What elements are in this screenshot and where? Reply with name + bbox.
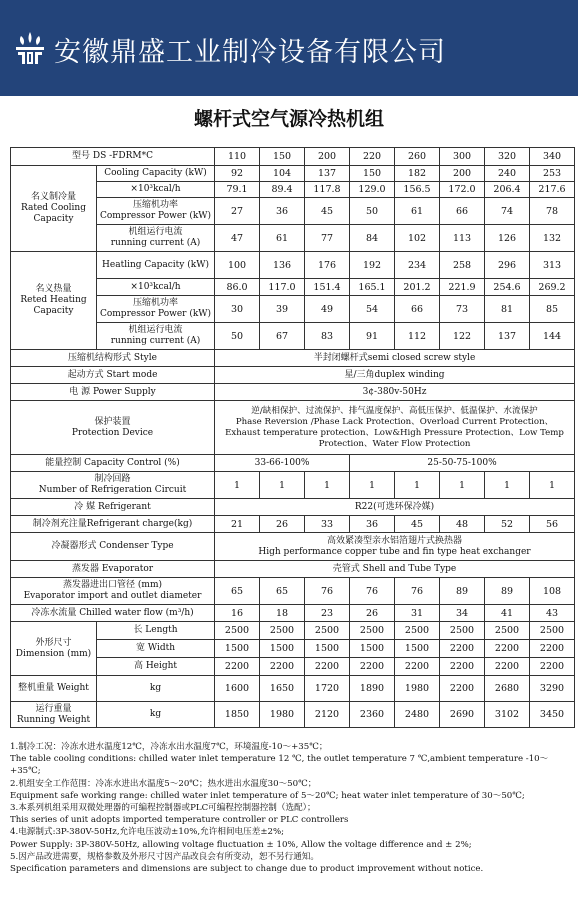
evaporator-value: 壳管式 Shell and Tube Type — [215, 561, 575, 578]
table-cell: 61 — [260, 225, 305, 252]
table-cell: 2200 — [395, 658, 440, 676]
label-cn: 机组运行电流 — [128, 227, 183, 237]
table-cell: 18 — [260, 605, 305, 622]
cooling-kcal-label: ×10³kcal/h — [97, 182, 215, 198]
table-cell: 66 — [440, 198, 485, 225]
table-cell: 1 — [395, 472, 440, 499]
table-cell: 144 — [530, 323, 575, 350]
table-cell: 1 — [260, 472, 305, 499]
table-cell: 52 — [485, 516, 530, 533]
table-cell: 137 — [305, 166, 350, 182]
heating-label-cn: 名义热量 — [35, 284, 72, 294]
heating-label-en: Reted Heating Capacity — [20, 295, 87, 316]
label-en: Compressor Power (kW) — [99, 309, 212, 319]
model-340: 340 — [530, 148, 575, 166]
table-cell: 36 — [260, 198, 305, 225]
cooling-label-en: Rated Cooling Capacity — [21, 203, 86, 224]
table-cell: 176 — [305, 252, 350, 279]
table-cell: 50 — [350, 198, 395, 225]
model-200: 200 — [305, 148, 350, 166]
table-cell: 117.0 — [260, 279, 305, 296]
width-label: 宽 Width — [97, 640, 215, 658]
cooling-capacity-group — [11, 166, 97, 252]
table-cell: 67 — [260, 323, 305, 350]
table-cell: 258 — [440, 252, 485, 279]
weight-unit: kg — [97, 676, 215, 702]
table-cell: 206.4 — [485, 182, 530, 198]
label-en: Protection Device — [71, 427, 154, 438]
cooling-kw-label: Cooling Capacity (kW) — [97, 166, 215, 182]
protection-line: 逆/缺相保护、过流保护、排气温度保护、高低压保护、低温保护、水流保护 — [251, 405, 538, 416]
evap-diameter-label — [11, 578, 215, 605]
table-cell: 1500 — [260, 640, 305, 658]
table-cell: 56 — [530, 516, 575, 533]
refrigerant-label: 冷 媒 Refrigerant — [11, 499, 215, 516]
power-supply-label: 电 源 Power Supply — [11, 384, 215, 401]
model-300: 300 — [440, 148, 485, 166]
table-cell: 54 — [350, 296, 395, 323]
table-cell: 172.0 — [440, 182, 485, 198]
table-cell: 45 — [395, 516, 440, 533]
protection-line: Protection、Water Flow Protection — [318, 438, 471, 449]
table-cell: 1650 — [260, 676, 305, 702]
label-en: Compressor Power (kW) — [99, 211, 212, 221]
table-row-protection — [11, 401, 575, 455]
power-supply-value: 3¢-380v-50Hz — [215, 384, 575, 401]
table-row-evaporator — [11, 561, 575, 578]
capacity-control-value-b: 25-50-75-100% — [350, 455, 575, 472]
label-cn: 外形尺寸 — [35, 637, 72, 648]
capacity-control-label: 能量控制 Capacity Control (%) — [11, 455, 215, 472]
note-line: The table cooling conditions: chilled water inlet temperature 12 ℃, the outlet temperature 7 ℃,ambient temperature -10～+35℃; — [10, 754, 549, 777]
condenser-value-cn: 高效紧凑型亲水铝箔翅片式换热器 — [327, 535, 463, 546]
table-cell: 132 — [530, 225, 575, 252]
table-row-refrigerant-charge — [11, 516, 575, 533]
company-name: 安徽鼎盛工业制冷设备有限公司 — [54, 37, 446, 68]
table-cell: 112 — [395, 323, 440, 350]
cooling-compressor-power-label — [97, 198, 215, 225]
table-cell: 2200 — [485, 640, 530, 658]
table-cell: 3450 — [530, 702, 575, 728]
label-cn: 运行重量 — [35, 703, 72, 714]
start-mode-label: 起动方式 Start mode — [11, 367, 215, 384]
refrigerant-charge-label: 制冷剂充注量Refrigerant charge(kg) — [11, 516, 215, 533]
evaporator-label: 蒸发器 Evaporator — [11, 561, 215, 578]
table-row-refrigerant — [11, 499, 575, 516]
protection-label — [11, 401, 215, 455]
table-cell: 2500 — [440, 622, 485, 640]
note-line: Equipment safe working range: chilled water inlet temperature of 5～20℃; heat water inlet temperature of 30～50℃; — [10, 790, 525, 801]
table-cell: 77 — [305, 225, 350, 252]
dimension-group — [11, 622, 97, 676]
table-cell: 100 — [215, 252, 260, 279]
table-cell: 2200 — [260, 658, 305, 676]
table-cell: 1 — [485, 472, 530, 499]
table-cell: 192 — [350, 252, 395, 279]
label-cn: 保护装置 — [94, 416, 131, 427]
table-cell: 2200 — [350, 658, 395, 676]
protection-line: Phase Reversion /Phase Lack Protection、Overload Current Protection、 — [235, 416, 554, 427]
table-cell: 201.2 — [395, 279, 440, 296]
table-cell: 39 — [260, 296, 305, 323]
length-label: 长 Length — [97, 622, 215, 640]
table-cell: 34 — [440, 605, 485, 622]
table-cell: 2360 — [350, 702, 395, 728]
table-cell: 49 — [305, 296, 350, 323]
running-weight-label — [11, 702, 97, 728]
table-cell: 200 — [440, 166, 485, 182]
table-cell: 2200 — [305, 658, 350, 676]
label-en: Number of Refrigeration Circuit — [38, 485, 187, 495]
running-weight-unit: kg — [97, 702, 215, 728]
label-cn: 机组运行电流 — [128, 325, 183, 335]
heating-capacity-group — [11, 252, 97, 350]
heating-compressor-power-label — [97, 296, 215, 323]
model-320: 320 — [485, 148, 530, 166]
table-cell: 1890 — [350, 676, 395, 702]
table-cell: 48 — [440, 516, 485, 533]
table-cell: 41 — [485, 605, 530, 622]
table-row-start-mode — [11, 367, 575, 384]
table-cell: 254.6 — [485, 279, 530, 296]
table-cell: 182 — [395, 166, 440, 182]
table-cell: 269.2 — [530, 279, 575, 296]
table-cell: 66 — [395, 296, 440, 323]
table-cell: 221.9 — [440, 279, 485, 296]
table-row-circuits — [11, 472, 575, 499]
table-cell: 21 — [215, 516, 260, 533]
label-cn: 蒸发器进出口管径 (mm) — [63, 580, 162, 590]
model-260: 260 — [395, 148, 440, 166]
label-en: Dimension (mm) — [15, 648, 92, 659]
table-cell: 43 — [530, 605, 575, 622]
spec-table — [10, 147, 575, 728]
table-cell: 91 — [350, 323, 395, 350]
table-cell: 1 — [440, 472, 485, 499]
table-cell: 89 — [440, 578, 485, 605]
condenser-label: 冷凝器形式 Condenser Type — [11, 533, 215, 561]
table-cell: 73 — [440, 296, 485, 323]
table-row-running-weight — [11, 702, 575, 728]
company-logo-icon — [12, 31, 48, 65]
cooling-label-cn: 名义制冷量 — [30, 192, 76, 202]
table-cell: 30 — [215, 296, 260, 323]
table-cell: 23 — [305, 605, 350, 622]
table-cell: 2500 — [215, 622, 260, 640]
table-cell: 31 — [395, 605, 440, 622]
table-row-evap-diameter — [11, 578, 575, 605]
refrigerant-value: R22(可选环保冷媒) — [215, 499, 575, 516]
table-row-chilled-flow — [11, 605, 575, 622]
table-cell: 2200 — [440, 658, 485, 676]
table-cell: 81 — [485, 296, 530, 323]
table-cell: 217.6 — [530, 182, 575, 198]
note-line: Power Supply: 3P-380V-50Hz, allowing voltage fluctuation ± 10%, Allow the voltage difference and ± 2%; — [10, 839, 472, 850]
model-label: 型号 DS -FDRM*C — [11, 148, 215, 166]
table-cell: 1 — [530, 472, 575, 499]
table-cell: 1 — [350, 472, 395, 499]
table-cell: 1980 — [395, 676, 440, 702]
table-cell: 85 — [530, 296, 575, 323]
table-cell: 2500 — [530, 622, 575, 640]
note-line: This series of unit adopts imported temperature controller or PLC controllers — [10, 815, 349, 826]
table-cell: 79.1 — [215, 182, 260, 198]
table-row-compressor-style — [11, 350, 575, 367]
circuits-label — [11, 472, 215, 499]
table-cell: 1980 — [260, 702, 305, 728]
table-cell: 1500 — [215, 640, 260, 658]
table-cell: 2500 — [485, 622, 530, 640]
heating-kcal-label: ×10³kcal/h — [97, 279, 215, 296]
note-line: 1.制冷工况：冷冻水进水温度12℃，冷冻水出水温度7℃，环境温度-10～+35℃； — [10, 742, 328, 752]
table-cell: 240 — [485, 166, 530, 182]
table-cell: 2500 — [260, 622, 305, 640]
table-cell: 1500 — [395, 640, 440, 658]
table-cell: 76 — [350, 578, 395, 605]
table-cell: 1720 — [305, 676, 350, 702]
table-cell: 76 — [395, 578, 440, 605]
table-cell: 129.0 — [350, 182, 395, 198]
table-cell: 1 — [305, 472, 350, 499]
table-cell: 2200 — [530, 640, 575, 658]
capacity-control-value-a: 33-66-100% — [215, 455, 350, 472]
table-row-power-supply — [11, 384, 575, 401]
note-line: 4.电源制式:3P-380V-50Hz,允许电压波动±10%,允许相间电压差±2%; — [10, 827, 285, 838]
protection-value — [215, 401, 575, 455]
table-cell: 26 — [350, 605, 395, 622]
table-cell: 2200 — [215, 658, 260, 676]
table-cell: 1850 — [215, 702, 260, 728]
table-cell: 47 — [215, 225, 260, 252]
table-cell: 2480 — [395, 702, 440, 728]
document-title: 螺杆式空气源冷热机组 — [193, 108, 384, 130]
table-cell: 253 — [530, 166, 575, 182]
table-cell: 313 — [530, 252, 575, 279]
compressor-style-value: 半封闭螺杆式semi closed screw style — [215, 350, 575, 367]
table-cell: 92 — [215, 166, 260, 182]
table-cell: 2200 — [440, 676, 485, 702]
table-cell: 1600 — [215, 676, 260, 702]
table-cell: 84 — [350, 225, 395, 252]
note-line: 3.本系列机组采用双微处理器的可编程控制器或PLC可编程控制器控制（选配）； — [10, 803, 316, 814]
footnotes — [10, 741, 574, 875]
label-en: Evaporator import and outlet diameter — [23, 591, 202, 601]
condenser-value-en: High performance copper tube and fin type heat exchanger — [258, 546, 531, 557]
condenser-value — [215, 533, 575, 561]
table-cell: 1500 — [305, 640, 350, 658]
label-en: running current (A) — [110, 238, 201, 248]
table-row-cooling-kw — [11, 166, 575, 182]
heating-kw-label: Heatling Capacity (kW) — [97, 252, 215, 279]
weight-label: 整机重量 Weight — [11, 676, 97, 702]
height-label: 高 Height — [97, 658, 215, 676]
table-cell: 102 — [395, 225, 440, 252]
table-cell: 117.8 — [305, 182, 350, 198]
compressor-style-label: 压缩机结构形式 Style — [11, 350, 215, 367]
table-cell: 78 — [530, 198, 575, 225]
protection-line: Exhaust temperature protection、Low&High Pressure Protection、Low Temp — [225, 427, 564, 438]
table-cell: 136 — [260, 252, 305, 279]
header-banner — [0, 0, 578, 96]
table-cell: 33 — [305, 516, 350, 533]
table-cell: 61 — [395, 198, 440, 225]
model-150: 150 — [260, 148, 305, 166]
table-cell: 1 — [215, 472, 260, 499]
table-cell: 113 — [440, 225, 485, 252]
table-cell: 156.5 — [395, 182, 440, 198]
table-cell: 65 — [215, 578, 260, 605]
table-cell: 151.4 — [305, 279, 350, 296]
table-cell: 16 — [215, 605, 260, 622]
table-cell: 104 — [260, 166, 305, 182]
table-cell: 76 — [305, 578, 350, 605]
table-row-model — [11, 148, 575, 166]
start-mode-value: 星/三角duplex winding — [215, 367, 575, 384]
table-row-condenser — [11, 533, 575, 561]
table-cell: 83 — [305, 323, 350, 350]
table-cell: 108 — [530, 578, 575, 605]
label-en: Running Weight — [16, 714, 91, 725]
table-row-length — [11, 622, 575, 640]
label-cn: 制冷回路 — [94, 474, 131, 484]
table-cell: 165.1 — [350, 279, 395, 296]
table-cell: 65 — [260, 578, 305, 605]
table-cell: 150 — [350, 166, 395, 182]
table-cell: 2120 — [305, 702, 350, 728]
table-cell: 2680 — [485, 676, 530, 702]
table-cell: 50 — [215, 323, 260, 350]
table-cell: 126 — [485, 225, 530, 252]
table-cell: 86.0 — [215, 279, 260, 296]
table-row-heating-kw — [11, 252, 575, 279]
table-cell: 2200 — [530, 658, 575, 676]
note-line: Specification parameters and dimensions are subject to change due to product improvement without notice. — [10, 864, 484, 875]
table-cell: 137 — [485, 323, 530, 350]
table-row-weight — [11, 676, 575, 702]
table-cell: 89 — [485, 578, 530, 605]
table-cell: 2500 — [305, 622, 350, 640]
table-cell: 3102 — [485, 702, 530, 728]
table-cell: 1500 — [350, 640, 395, 658]
model-110: 110 — [215, 148, 260, 166]
table-cell: 74 — [485, 198, 530, 225]
table-cell: 2200 — [485, 658, 530, 676]
note-line: 5.因产品改进需要，规格参数及外形尺寸因产品改良会有所变动，恕不另行通知。 — [10, 851, 319, 862]
label-cn: 压缩机功率 — [133, 298, 179, 308]
table-cell: 89.4 — [260, 182, 305, 198]
table-cell: 2200 — [440, 640, 485, 658]
table-cell: 27 — [215, 198, 260, 225]
table-cell: 296 — [485, 252, 530, 279]
table-cell: 2500 — [395, 622, 440, 640]
table-cell: 45 — [305, 198, 350, 225]
table-cell: 3290 — [530, 676, 575, 702]
cooling-running-current-label — [97, 225, 215, 252]
label-en: running current (A) — [110, 336, 201, 346]
table-row-capacity-control — [11, 455, 575, 472]
table-cell: 26 — [260, 516, 305, 533]
table-cell: 2690 — [440, 702, 485, 728]
model-220: 220 — [350, 148, 395, 166]
table-cell: 2500 — [350, 622, 395, 640]
table-cell: 36 — [350, 516, 395, 533]
table-cell: 122 — [440, 323, 485, 350]
label-cn: 压缩机功率 — [133, 200, 179, 210]
table-cell: 234 — [395, 252, 440, 279]
note-line: 2.机组安全工作范围：冷冻水进出水温度5～20℃；热水进出水温度30～50℃； — [10, 778, 317, 789]
heating-running-current-label — [97, 323, 215, 350]
chilled-flow-label: 冷冻水流量 Chilled water flow (m³/h) — [11, 605, 215, 622]
